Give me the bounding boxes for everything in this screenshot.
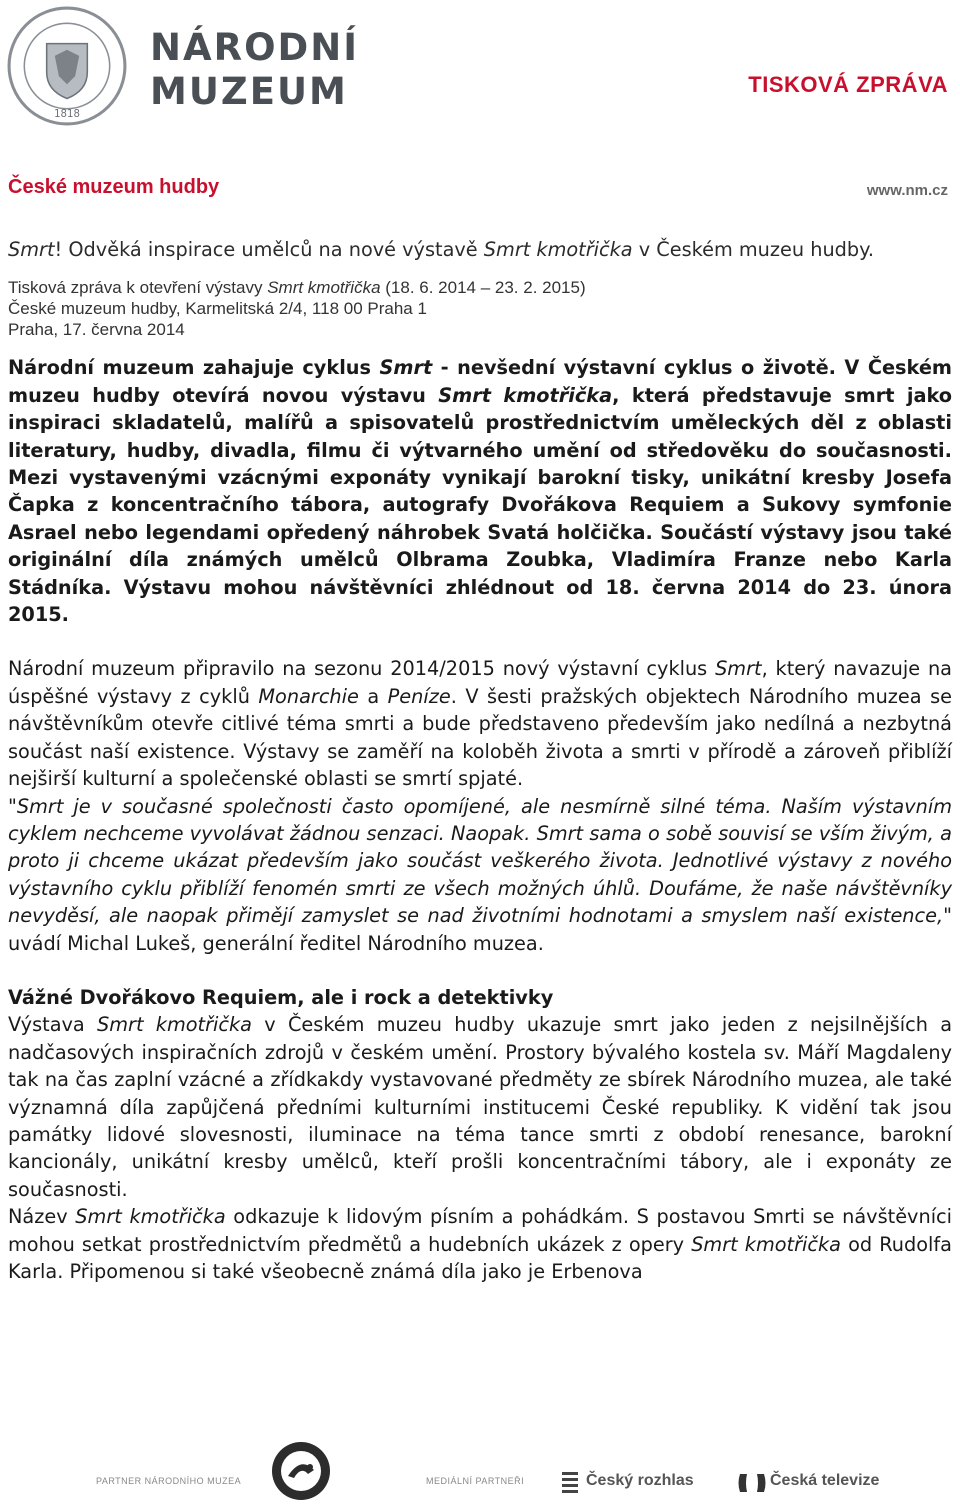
title-text: ! Odvěká inspirace umělců na nové výstavě bbox=[54, 238, 484, 261]
website-link[interactable]: www.nm.cz bbox=[866, 182, 948, 199]
page-title bbox=[8, 236, 952, 263]
press-release-body bbox=[8, 236, 952, 1285]
info-line-3: Praha, 17. června 2014 bbox=[8, 320, 185, 340]
rozhlas-logo-icon bbox=[560, 1470, 580, 1494]
section-heading: Vážné Dvořákovo Requiem, ale i rock a detektivky bbox=[8, 985, 554, 1009]
press-release-label: TISKOVÁ ZPRÁVA bbox=[748, 72, 948, 97]
info-line-2: České muzeum hudby, Karmelitská 2/4, 118 00 Praha 1 bbox=[8, 299, 427, 319]
partner-label: PARTNER NÁRODNÍHO MUZEA bbox=[96, 1476, 242, 1486]
svg-text:1818: 1818 bbox=[54, 108, 80, 120]
partners-footer bbox=[0, 1440, 960, 1507]
title-text-2: v Českém muzeu hudby. bbox=[632, 238, 874, 261]
skoda-logo-icon bbox=[268, 1440, 334, 1502]
brand-line-1: NÁRODNÍ bbox=[150, 26, 359, 69]
info-line-1: Tisková zpráva k otevření výstavy Smrt kmotřička (18. 6. 2014 – 23. 2. 2015) bbox=[8, 278, 586, 298]
museum-seal-icon bbox=[6, 5, 128, 127]
paragraph-cycle: Národní muzeum připravilo na sezonu 2014/2015 nový výstavní cyklus Smrt, který navazuje na úspěšné výstavy z cyklů Monarchie a Peníze. V šesti pražských objektech Národního muzea se návštěvníkům otevře citlivé téma smrti a bude představeno především jako nedílná a nezbytná součást naší existence. Výstavy se zaměří na koloběh života a smrti v přírodě a zároveň přiblíží nejširší kulturní a společenské oblasti se smrtí spjaté. bbox=[8, 657, 952, 791]
brand-line-2: MUZEUM bbox=[150, 70, 348, 113]
paragraph-quote: "Smrt je v současné společnosti často opomíjené, ale nesmírně silné téma. Naším výstavním cyklem nechceme vyvolávat žádnou senzaci. Naopak. Smrt sama o sobě souvisí se vším živým, a proto ji chceme ukázat především jako součást veškerého života. Jednotlivé výstavy z nového výstavního cyklu přiblíží fenomén smrti ze všech možných úhlů. Doufáme, že naše návštěvníky nevyděsí, ale naopak přimějí zamyslet se nad životními hodnotami a smyslem naší existence," uvádí Michal Lukeš, generální ředitel Národního muzea. bbox=[8, 794, 952, 955]
release-info bbox=[8, 277, 952, 340]
brand-logotype bbox=[150, 26, 359, 114]
lead-paragraph: Národní muzeum zahajuje cyklus Smrt - nevšední výstavní cyklus o životě. V Českém muzeu hudby otevírá novou výstavu Smrt kmotřička, která představuje smrt jako inspiraci skladatelů, malířů a spisovatelů prostřednictvím uměleckých děl z oblasti literatury, hudby, divadla, filmu či výtvarného umění od středověku do současnosti. Mezi vystavenými vzácnými exponáty vynikají barokní tisky, unikátní kresby Josefa Čapka z koncentračního tábora, autografy Dvořákova Requiem a Sukovy symfonie Asrael nebo legendami opředený náhrobek Svatá holčička. Součástí výstavy jsou také originální díla známých umělců Olbrama Zoubka, Vladimíra Franze nebo Karla Stádníka. Výstavu mohou návštěvníci zhlédnout od 18. června 2014 do 23. února 2015. bbox=[8, 356, 953, 627]
museum-name: České muzeum hudby bbox=[8, 176, 220, 198]
media-partners-label: MEDIÁLNÍ PARTNEŘI bbox=[426, 1476, 525, 1486]
title-italic: Smrt bbox=[8, 238, 55, 261]
ct-logo-icon bbox=[737, 1472, 767, 1494]
ct-logo-text: Česká televize bbox=[770, 1472, 880, 1489]
paragraph-title-origin: Název Smrt kmotřička odkazuje k lidovým písním a pohádkám. S postavou Smrti se návštěvníci mohou setkat prostřednictvím předmětů a hudebních ukázek z opery Smrt kmotřička od Rudolfa Karla. Připomenou si také všeobecně známá díla jako je Erbenova bbox=[8, 1205, 953, 1283]
paragraph-exhibition: Výstava Smrt kmotřička v Českém muzeu hudby ukazuje smrt jako jeden z nejsilnějších a nadčasových inspiračních zdrojů v českém umění. Prostory bývalého kostela sv. Máří Magdaleny tak na čas zaplní vzácné a zřídkakdy vystavované předměty ze sbírek Národního muzea, ale také významná díla zapůjčená předními kulturními institucemi České republiky. K vidění tak jsou památky lidové slovesnosti, iluminace na téma tance smrti z období renesance, barokní kancionály, unikátní kresby umělců, kteří prošli koncentračními tábory, ale i exponáty ze současnosti. bbox=[8, 1013, 953, 1201]
rozhlas-logo-text: Český rozhlas bbox=[586, 1472, 694, 1489]
title-italic-2: Smrt kmotřička bbox=[483, 238, 633, 261]
